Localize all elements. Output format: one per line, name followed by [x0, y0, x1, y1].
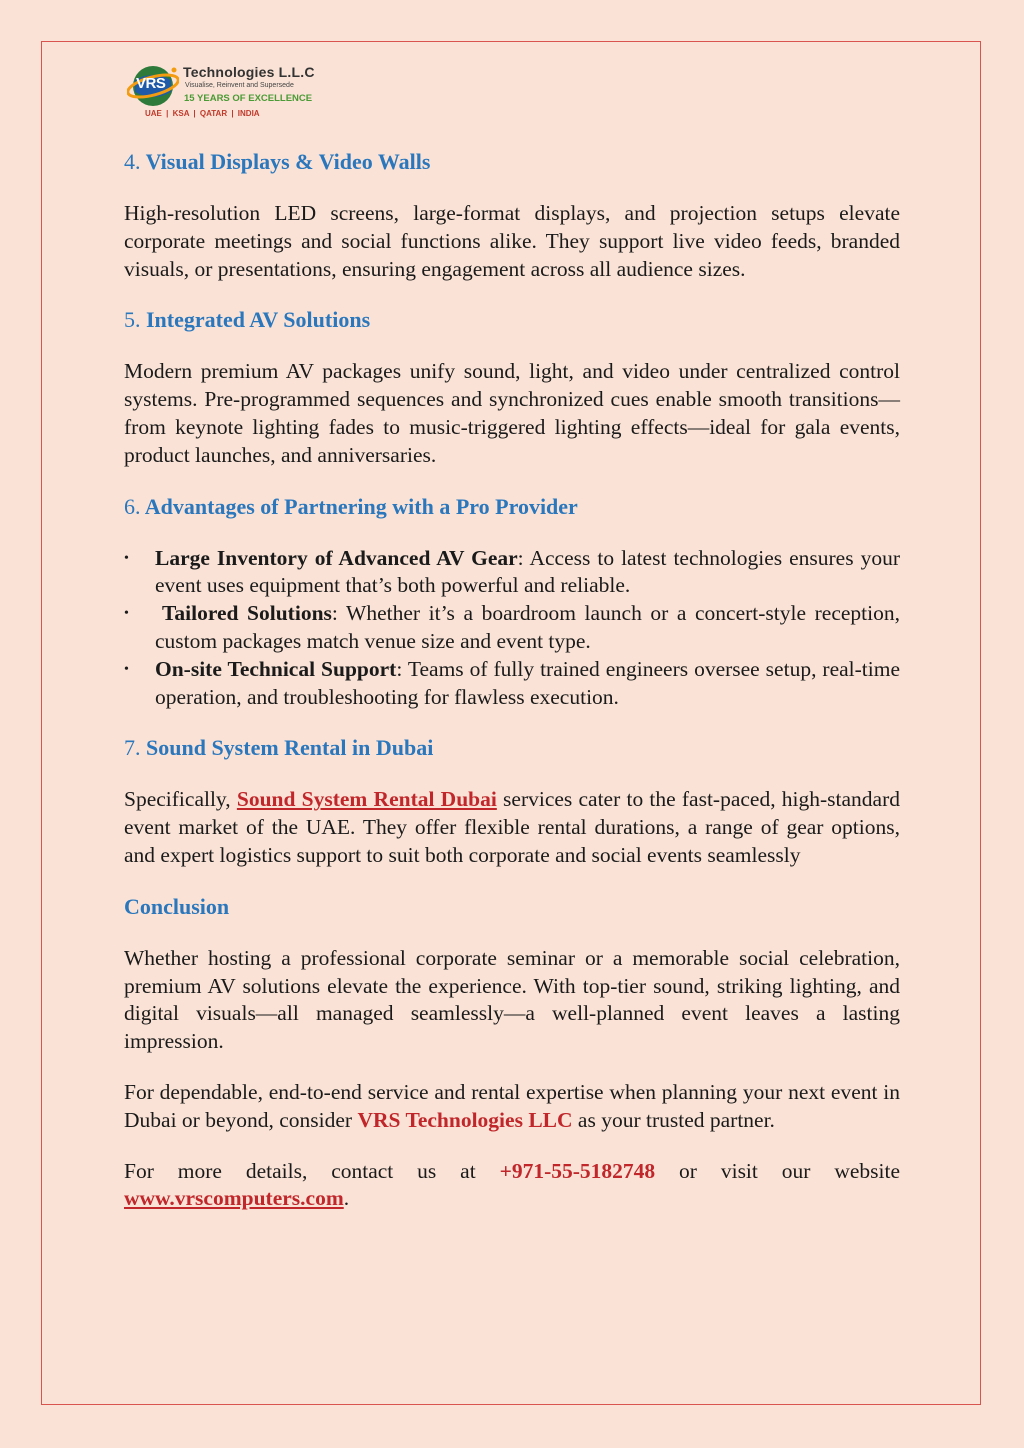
section-number: 4.	[124, 149, 141, 174]
body-text: as your trusted partner.	[572, 1107, 775, 1132]
logo-title: Technologies L.L.C	[183, 64, 315, 80]
list-item-text: : Access to latest technologies ensures your event uses equipment that’s both powerful and reliable.	[155, 545, 900, 598]
section-body: High-resolution LED screens, large-format displays, and projection setups elevate corporate meetings and social functions alike. They support live video feeds, branded visuals, or presentations, ensuring engagement across all audience sizes.	[124, 201, 900, 281]
website-link[interactable]: www.vrscomputers.com	[124, 1186, 344, 1211]
list-item	[124, 545, 900, 601]
section-title: Visual Displays & Video Walls	[145, 149, 431, 174]
logo-monogram: VRS	[136, 75, 166, 92]
section-number: 7.	[124, 735, 141, 761]
section-number: 5.	[124, 307, 141, 333]
logo-tagline: Visualise, Reinvent and Supersede	[185, 82, 294, 89]
logo-regions: UAE | KSA | QATAR | INDIA	[145, 109, 260, 118]
section-title: Sound System Rental in Dubai	[146, 735, 434, 761]
section-number: 6.	[124, 493, 141, 519]
logo-years: 15 YEARS OF EXCELLENCE	[184, 93, 313, 104]
list-item-term: On-site Technical Support	[155, 656, 397, 681]
list-item-text: : Whether it’s a boardroom launch or a concert-style reception, custom packages match venue size and event type.	[155, 601, 900, 653]
bullet-icon: •	[124, 606, 129, 622]
body-text: Specifically,	[124, 787, 237, 812]
section-body: Modern premium AV packages unify sound, light, and video under centralized control systems. Pre-programmed sequences and synchronized cues enable smooth transitions—from keynote lighting fades to music-triggered lighting effects—ideal for gala events, product launches, and anniversaries.	[124, 359, 900, 467]
section-heading	[124, 491, 900, 523]
body-text: For dependable, end-to-end service and rental expertise when planning your next event in Dubai or beyond, consider	[124, 1079, 900, 1132]
sound-system-rental-link[interactable]: Sound System Rental Dubai	[236, 787, 497, 812]
company-name: VRS Technologies LLC	[357, 1107, 573, 1132]
body-text: or visit our website	[655, 1158, 900, 1183]
body-text: .	[343, 1186, 350, 1211]
contact-paragraph	[124, 1158, 900, 1214]
section-heading	[124, 732, 900, 764]
list-item-text: : Teams of fully trained engineers oversee setup, real-time operation, and troubleshooting for flawless execution.	[155, 656, 900, 709]
list-item	[124, 600, 900, 656]
body-text: For more details, contact us at	[124, 1158, 500, 1183]
conclusion-body	[124, 1079, 900, 1135]
section-title: Conclusion	[124, 893, 230, 919]
section-heading	[124, 146, 900, 178]
list-item	[124, 656, 900, 712]
body-text: services cater to the fast-paced, high-standard event market of the UAE. They offer flexible rental durations, a range of gear options, and expert logistics support to suit both corporate and social events seamlessly	[124, 787, 901, 867]
bullet-icon: •	[124, 550, 129, 566]
company-logo[interactable]	[127, 60, 327, 120]
section-heading	[124, 304, 900, 336]
article-content	[124, 146, 900, 1213]
bullet-icon: •	[124, 661, 129, 677]
list-item-term: Tailored Solutions	[162, 601, 332, 626]
conclusion-heading	[124, 891, 900, 923]
conclusion-body: Whether hosting a professional corporate seminar or a memorable social celebration, premium AV solutions elevate the experience. With top-tier sound, striking lighting, and digital visuals—all managed seamlessly—a well-planned event leaves a lasting impression.	[124, 945, 900, 1054]
list-item-term: Large Inventory of Advanced AV Gear	[155, 545, 518, 570]
phone-number[interactable]: +971-55-5182748	[499, 1158, 656, 1183]
section-body	[124, 786, 900, 869]
section-title: Advantages of Partnering with a Pro Provider	[144, 493, 578, 519]
advantages-list	[124, 545, 900, 712]
section-title: Integrated AV Solutions	[146, 307, 371, 333]
